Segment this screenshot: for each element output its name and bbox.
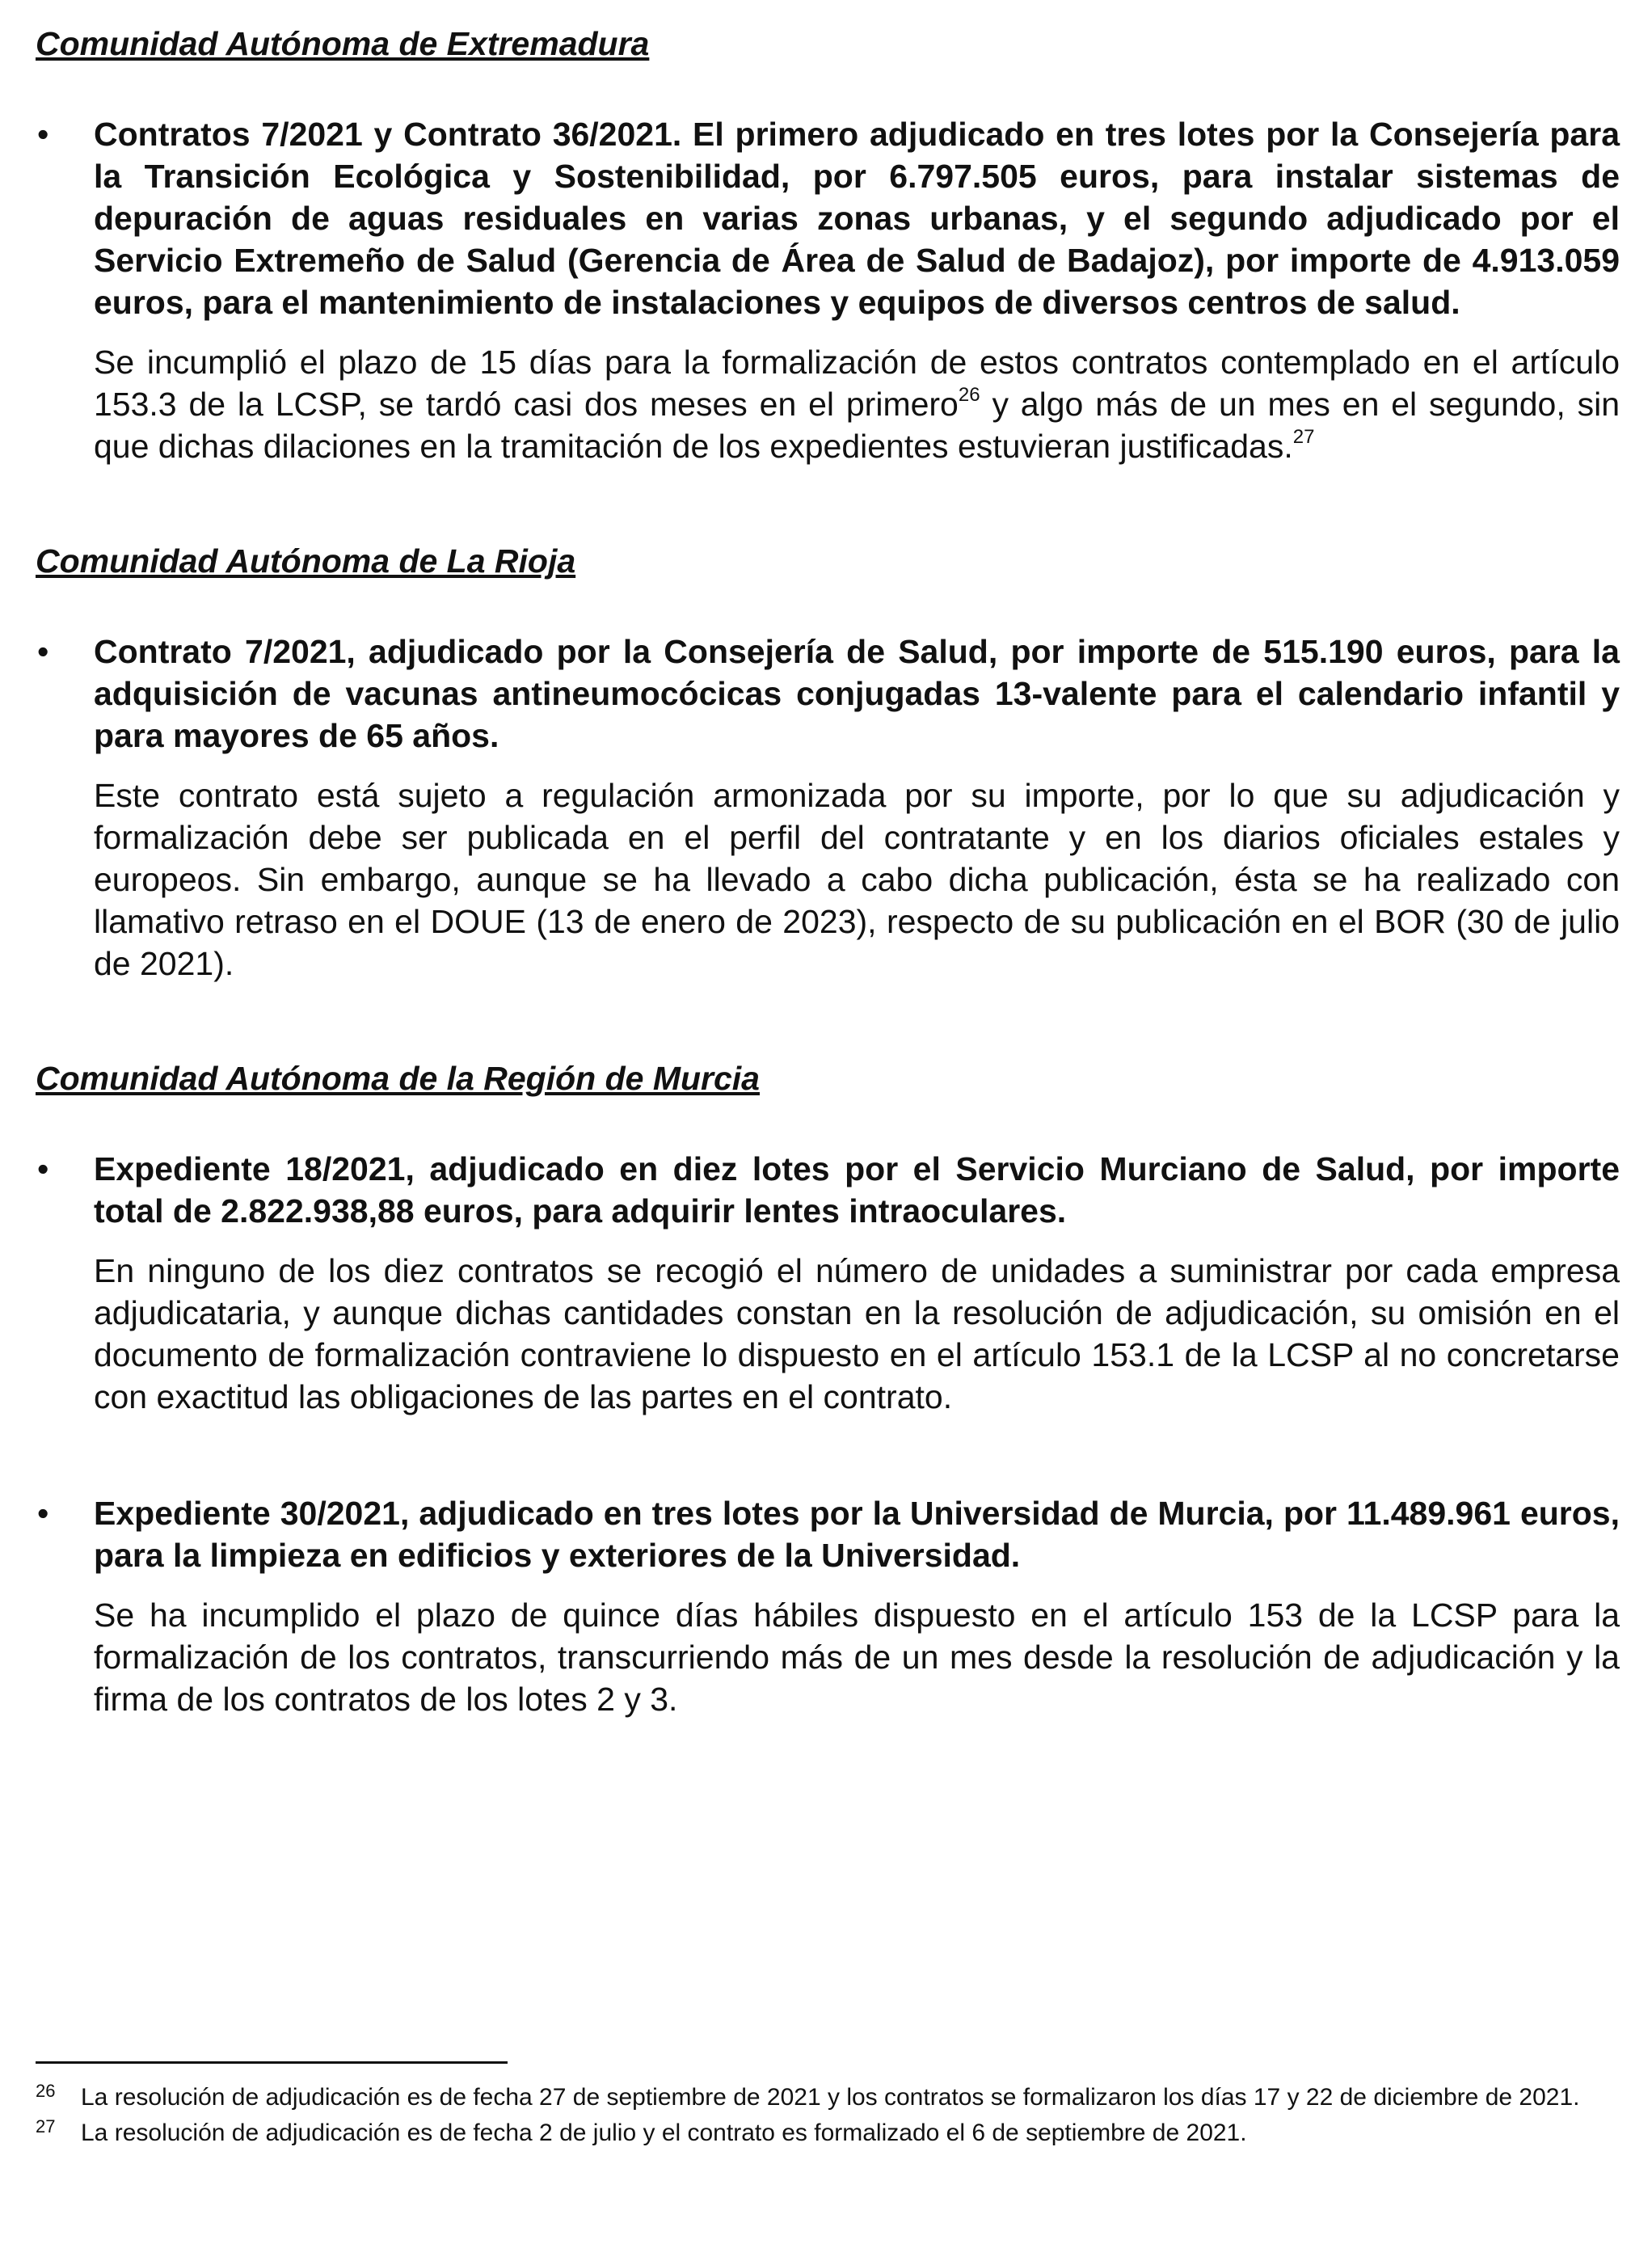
list-item bbox=[36, 631, 1620, 985]
bullet-marker: • bbox=[37, 1150, 49, 1187]
section-heading-extremadura: Comunidad Autónoma de Extremadura bbox=[36, 25, 650, 62]
item-body: Este contrato está sujeto a regulación armonizada por su importe, por lo que su adjudicación y formalización debe ser publicada en el perfil del contratante y en los diarios oficiales estales y europeos. Sin embargo, aunque se ha llevado a cabo dicha publicación, ésta se ha realizado con llamativo retraso en el DOUE (13 de enero de 2023), respecto de su publicación en el BOR (30 de julio de 2021). bbox=[94, 777, 1620, 982]
item-body: Se ha incumplido el plazo de quince días hábiles dispuesto en el artículo 153 de la LCSP para la formalización de los contratos, transcurriendo más de un mes desde la resolución de adjudicación y la firma de los contratos de los lotes 2 y 3. bbox=[94, 1597, 1620, 1718]
footnote-number: 27 bbox=[36, 2116, 56, 2136]
footnote-text: La resolución de adjudicación es de fecha 27 de septiembre de 2021 y los contratos se formalizaron los días 17 y 22 de diciembre de 2021. bbox=[81, 2084, 1580, 2111]
footnote-ref-26[interactable]: 26 bbox=[958, 384, 980, 406]
footnote-26 bbox=[36, 2082, 1620, 2113]
item-lead: Contratos 7/2021 y Contrato 36/2021. El primero adjudicado en tres lotes por la Consejería para la Transición Ecológica y Sostenibilidad, por 6.797.505 euros, para instalar sistemas de depuración de aguas residuales en varias zonas urbanas, y el segundo adjudicado por el Servicio Extremeño de Salud (Gerencia de Área de Salud de Badajoz), por importe de 4.913.059 euros, para el mantenimiento de instalaciones y equipos de diversos centros de salud. bbox=[94, 116, 1620, 321]
item-lead: Contrato 7/2021, adjudicado por la Consejería de Salud, por importe de 515.190 euros, para la adquisición de vacunas antineumocócicas conjugadas 13-valente para el calendario infantil y para mayores de 65 años. bbox=[94, 633, 1620, 754]
item-body-part: Se incumplió el plazo de 15 días para la formalización de estos contratos contemplado en el artículo 153.3 de la LCSP, se tardó casi dos meses en el primero bbox=[94, 344, 1620, 423]
footnote-separator bbox=[36, 2061, 508, 2064]
footnote-ref-27[interactable]: 27 bbox=[1292, 426, 1315, 448]
list-item bbox=[36, 1492, 1620, 1720]
list-item bbox=[36, 113, 1620, 467]
item-body-part: y algo más de un mes en el segundo, sin que dichas dilaciones en la tramitación de los expedientes estuvieran justificadas. bbox=[94, 386, 1620, 465]
bullet-marker: • bbox=[37, 1495, 49, 1532]
document-page bbox=[36, 23, 1620, 1720]
item-body bbox=[94, 341, 1620, 467]
footnotes bbox=[36, 2082, 1620, 2153]
item-body: En ninguno de los diez contratos se recogió el número de unidades a suministrar por cada empresa adjudicataria, y aunque dichas cantidades constan en la resolución de adjudicación, su omisión en el documento de formalización contraviene lo dispuesto en el artículo 153.1 de la LCSP al no concretarse con exactitud las obligaciones de las partes en el contrato. bbox=[94, 1252, 1620, 1415]
list-item bbox=[36, 1148, 1620, 1418]
section-heading-murcia: Comunidad Autónoma de la Región de Murcia bbox=[36, 1060, 760, 1097]
footnote-number: 26 bbox=[36, 2081, 56, 2101]
item-lead: Expediente 30/2021, adjudicado en tres lotes por la Universidad de Murcia, por 11.489.961 euros, para la limpieza en edificios y exteriores de la Universidad. bbox=[94, 1495, 1620, 1574]
item-lead: Expediente 18/2021, adjudicado en diez lotes por el Servicio Murciano de Salud, por importe total de 2.822.938,88 euros, para adquirir lentes intraoculares. bbox=[94, 1150, 1620, 1230]
section-heading-la-rioja: Comunidad Autónoma de La Rioja bbox=[36, 542, 576, 580]
bullet-marker: • bbox=[37, 633, 49, 670]
footnote-text: La resolución de adjudicación es de fecha 2 de julio y el contrato es formalizado el 6 de septiembre de 2021. bbox=[81, 2120, 1247, 2146]
bullet-marker: • bbox=[37, 116, 49, 153]
footnote-27 bbox=[36, 2118, 1620, 2149]
